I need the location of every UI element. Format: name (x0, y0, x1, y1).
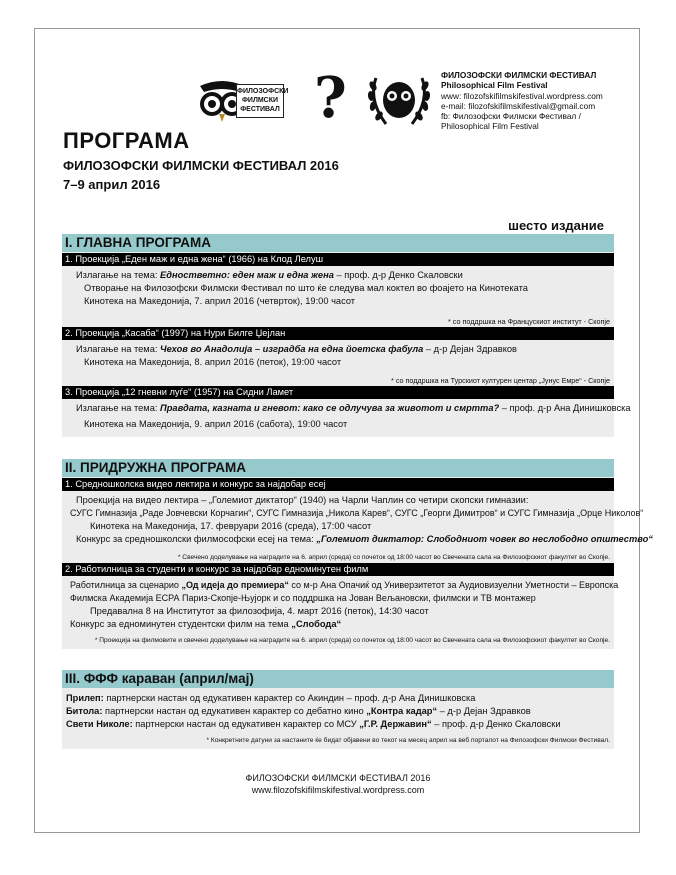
event-text: партнерски настан од едукативен карактер со дебатно кино (102, 706, 367, 716)
city-label: Битола: (66, 706, 103, 716)
city-label: Свети Николе: (66, 719, 133, 729)
section-title: III. ФФФ караван (април/мај) (62, 670, 614, 688)
section-side-program (62, 459, 653, 649)
footer-title: ФИЛОЗОФСКИ ФИЛМСКИ ФЕСТИВАЛ 2016 (245, 773, 431, 783)
workshop-title: „Од идеја до премиера“ (181, 580, 289, 590)
caravan-note: * Конкретните датуни за настаните ќе бидат објавени во текот на месец април на веб порталот на Филозофски Филмски Фестивал. (206, 737, 610, 744)
workshop-2-note: * Проекција на филмовите и свечено доделување на наградите на 6. април (среда) со почеток од 18:00 часот во Свечената сала на Филозофскиот факултет во Скопје. (94, 637, 610, 644)
contest-topic: „Големиот диктатор: Слободниот човек во неслободно општество“ (316, 534, 653, 544)
screening-1-opening: Отворање на Филозофски Филмски Фестивал по што ќе следува мал коктел во фоајето на Кинотеката (84, 283, 528, 293)
contact-email: e-mail: filozofskifilmskifestival@gmail.com (441, 100, 596, 111)
talk-speaker: – д-р Дејан Здравков (423, 344, 517, 354)
talk-speaker: – проф. д-р Ана Динишковска (499, 403, 631, 413)
screening-2-talk (76, 343, 614, 356)
talk-label: Излагање на тема: (76, 403, 161, 413)
talk-label: Излагање на тема: (76, 344, 161, 354)
caravan-prilep (66, 692, 614, 705)
edition-label: шесто издание (508, 218, 604, 233)
talk-speaker: – проф. д-р Денко Скаловски (333, 270, 463, 280)
talk-label: Излагање на тема: (76, 270, 161, 280)
workshop-1-schools: СУГС Гимназија „Раде Јовчевски Корчагин“, СУГС Гимназија „Никола Карев“, СУГС „Георги Димитров“ и СУГС Гимназија „Орце Николов“ (70, 508, 644, 518)
contact-fb: fb: Филозофски Филмски Фестивал / (441, 111, 581, 122)
partner-name: „Г.Р. Державин“ (359, 719, 432, 729)
talk-topic: Едностветно: еден маж и една жена (160, 270, 334, 280)
contact-org-mk: ФИЛОЗОФСКИ ФИЛМСКИ ФЕСТИВАЛ (441, 70, 597, 80)
caravan-bitola (66, 705, 614, 718)
workshop-2-line-1 (70, 579, 619, 592)
workshop-2-header: 2. Работилница за студенти и конкурс за најдобар едноминутен филм (62, 563, 614, 576)
screening-1-talk (76, 269, 614, 282)
caravan-sveti-nikole (66, 718, 614, 731)
question-mark-icon: ? (314, 65, 347, 131)
screening-2-body (62, 340, 614, 369)
page-title: ПРОГРАМА (63, 128, 190, 153)
talk-topic: Чехов во Анадолија – изградба на една йоетска фабула (160, 344, 424, 354)
workshop-2-line-2: Филмска Академија ЕСРА Париз-Скопје-Њујорк и со поддршка на Јован Вељановски, филмски и ТВ монтажер (70, 593, 536, 603)
screening-3-header: 3. Проекција „12 гневни луѓе“ (1957) на Сидни Ламет (62, 386, 614, 399)
section-title: II. ПРИДРУЖНА ПРОГРАМА (62, 459, 614, 477)
screening-1-header: 1. Проекција „Еден маж и една жена“ (1966) на Клод Лелуш (62, 253, 614, 266)
workshop-label: Работилница за сценарио (70, 580, 182, 590)
screening-2-note: * со поддршка на Турскиот културен центар „Јунус Емре“ - Скопје (391, 376, 610, 385)
workshop-2-venue: Предавална 8 на Институтот за филозофија, 4. март 2016 (петок), 14:30 часот (90, 606, 429, 616)
workshop-host: со м-р Ана Опачиќ од Универзитетот за Аудиовизуелни Уметности – Европска (288, 580, 619, 590)
screening-3-venue: Кинотека на Македонија, 9. април 2016 (сабота), 19:00 часот (84, 419, 348, 429)
caravan-body (62, 688, 614, 731)
festival-dates: 7–9 април 2016 (63, 177, 161, 192)
contact-www: www: filozofskifilmskifestival.wordpress.com (441, 90, 603, 101)
footer-website: www.filozofskifilmskifestival.wordpress.com (251, 785, 425, 795)
workshop-2-body (62, 576, 619, 631)
workshop-2-contest (70, 618, 614, 631)
workshop-1-venue: Кинотека на Македонија, 17. февруари 2016 (среда), 17:00 часот (90, 521, 372, 531)
event-speaker: – д-р Дејан Здравков (437, 706, 531, 716)
workshop-1-header: 1. Средношколска видео лектира и конкурс за најдобар есеј (62, 478, 614, 491)
screening-1-body (62, 266, 614, 308)
page-subtitle: ФИЛОЗОФСКИ ФИЛМСКИ ФЕСТИВАЛ 2016 (63, 158, 339, 173)
talk-topic: Правдата, казната и гневот: како се одлучува за животот и смртта? (160, 403, 500, 413)
event-text: партнерски настан од едукативен карактер со МСУ (132, 719, 360, 729)
contact-fb-2: Philosophical Film Festival (441, 121, 539, 132)
screening-1-note: * со поддршка на Францускиот институт - Скопје (448, 317, 610, 326)
screening-3-body (62, 399, 631, 437)
workshop-1-body (62, 491, 653, 546)
laurel-owls-logo-icon (366, 70, 432, 130)
contest-label: Конкурс за едноминутен студентски филм на тема (70, 619, 292, 629)
workshop-1-contest (70, 533, 653, 546)
screening-3-talk (76, 402, 631, 418)
city-label: Прилеп: (66, 693, 104, 703)
screening-1-venue: Кинотека на Македонија, 7. април 2016 (четврток), 19:00 часот (84, 296, 356, 306)
contact-org-en: Philosophical Film Festival (441, 80, 548, 91)
contest-label: Конкурс за средношколски филмософски есеј на тема: (76, 534, 317, 544)
partner-name: „Контра кадар“ (366, 706, 438, 716)
festival-logo-text: ФИЛОЗОФСКИ ФИЛМСКИ ФЕСТИВАЛ (236, 84, 284, 118)
contact-block (441, 70, 603, 132)
section-caravan (62, 670, 614, 749)
section-main-program (62, 234, 631, 437)
workshop-1-note: * Свечено доделување на наградите на 6. април (среда) со почеток од 18:00 часот во Свечената сала на Филозофскиот факултет во Скопје. (177, 554, 610, 561)
screening-2-venue: Кинотека на Македонија, 8. април 2016 (петок), 19:00 часот (84, 357, 342, 367)
contest-topic: „Слобода“ (291, 619, 342, 629)
event-text: партнерски настан од едукативен карактер со Акиндин – проф. д-р Ана Динишковска (103, 693, 476, 703)
section-title: I. ГЛАВНА ПРОГРАМА (62, 234, 614, 252)
event-speaker: – проф. д-р Денко Скаловски (431, 719, 561, 729)
screening-2-header: 2. Проекција „Касаба“ (1997) на Нури Билге Џејлан (62, 327, 614, 340)
workshop-1-screening: Проекција на видео лектира – „Големиот диктатор“ (1940) на Чарли Чаплин со четири скопски гимназии: (76, 495, 529, 505)
